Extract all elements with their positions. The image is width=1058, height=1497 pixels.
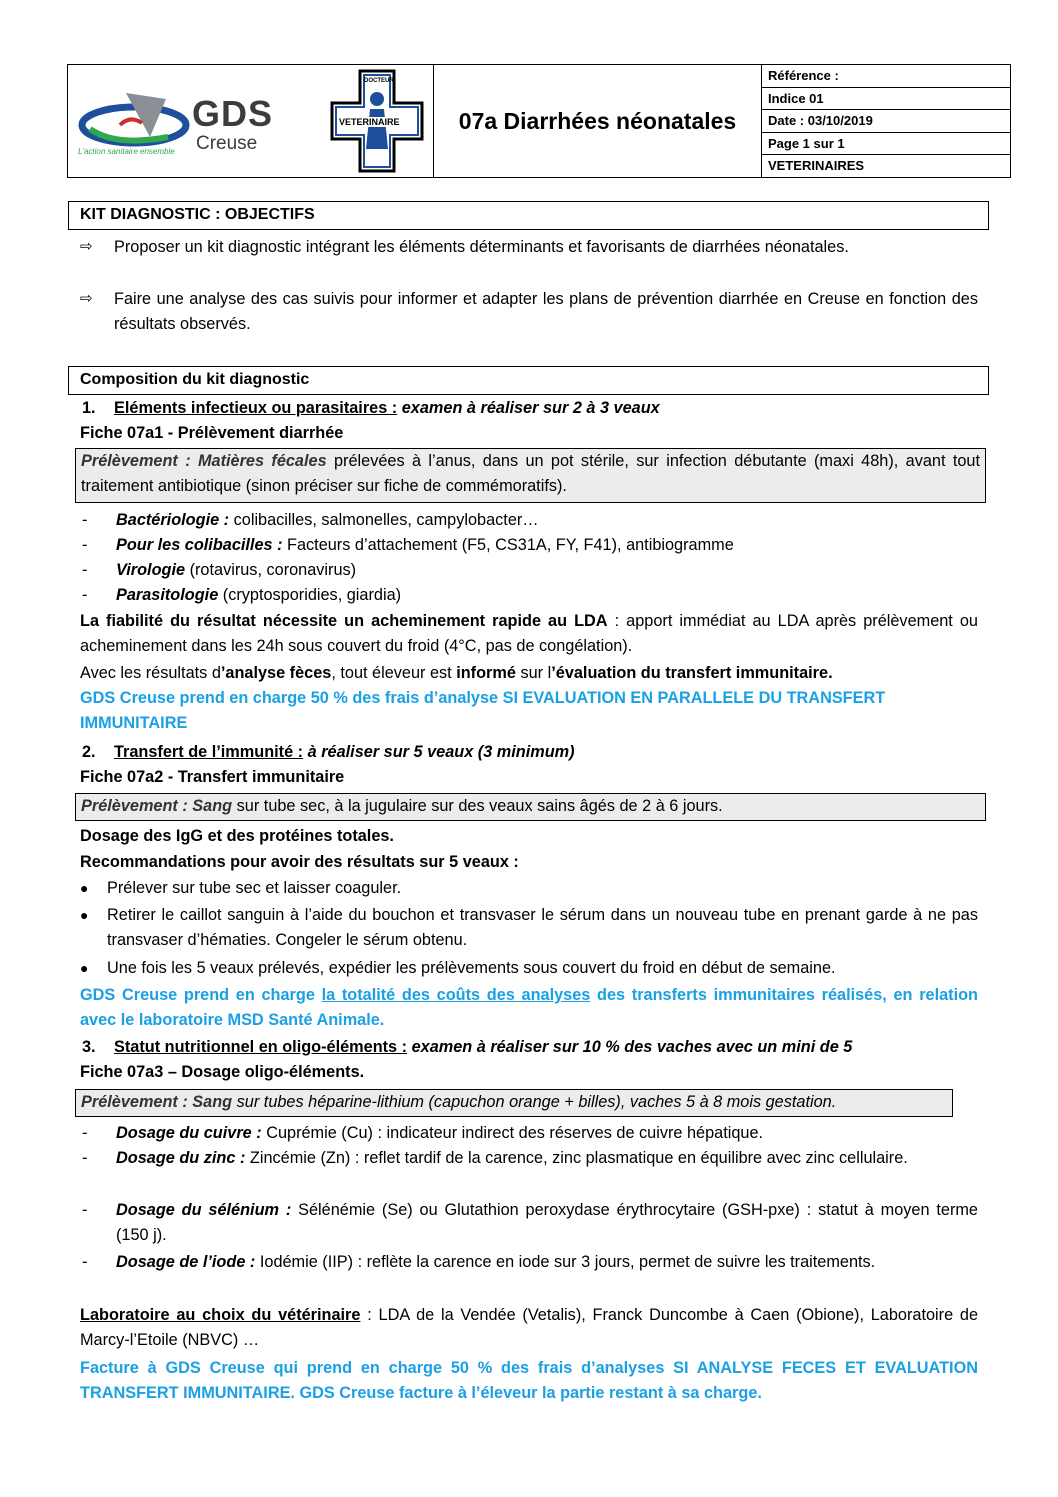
results-paragraph: Avec les résultats d’analyse fèces, tout éleveur est informé sur l’évaluation du transfert immunitaire. xyxy=(80,664,833,682)
logo-main: GDS xyxy=(192,93,274,134)
list-item: - Dosage du zinc : Zincémie (Zn) : reflet tardif de la carence, zinc plasmatique en équilibre avec zinc cellulaire. xyxy=(82,1149,908,1167)
objectif-item: ⇨ Faire une analyse des cas suivis pour informer et adapter les plans de prévention diarrhée en Creuse en fonction des résultats observés. xyxy=(80,287,978,336)
gds-note-1: GDS Creuse prend en charge 50 % des frais d’analyse SI EVALUATION EN PARALLELE DU TRANSFERT IMMUNITAIRE xyxy=(80,689,886,732)
list-item: ● Prélever sur tube sec et laisser coaguler. xyxy=(80,876,978,901)
badge-text: VETERINAIRE xyxy=(339,117,400,127)
logo-sub: Creuse xyxy=(196,133,258,154)
logo-tagline: L'action sanitaire ensemble xyxy=(78,147,175,156)
list-item: - Parasitologie (cryptosporidies, giardia) xyxy=(82,586,402,604)
list-item: - Dosage du cuivre : Cuprémie (Cu) : indicateur indirect des réserves de cuivre hépatique. xyxy=(82,1124,764,1142)
list-item: - Dosage de l’iode : Iodémie (IIP) : reflète la carence en iode sur 3 jours, permet de suivre les traitements. xyxy=(82,1253,876,1271)
list-item: - Virologie (rotavirus, coronavirus) xyxy=(82,561,357,579)
prelevement-box-3: Prélèvement : Sang sur tubes héparine-lithium (capuchon orange + billes), vaches 5 à 8 mois gestation. xyxy=(75,1089,953,1117)
final-note: Facture à GDS Creuse qui prend en charge 50 % des frais d’analyses SI ANALYSE FECES ET EVALUATION TRANSFERT IMMUNITAIRE. GDS Creuse facture à l’éleveur la partie restant à sa charge. xyxy=(80,1359,978,1402)
meta-reference: Référence : xyxy=(762,65,1010,88)
meta-date: Date : 03/10/2019 xyxy=(762,110,1010,133)
bullet-icon: ● xyxy=(80,880,89,896)
meta-cell xyxy=(762,65,1010,177)
badge-top: DOCTEUR xyxy=(364,78,394,84)
section-3-heading: 3. Statut nutritionnel en oligo-éléments : examen à réaliser sur 10 % des vaches avec un mini de 5 xyxy=(82,1038,853,1056)
objectif-item: ⇨ Proposer un kit diagnostic intégrant les éléments déterminants et favorisants de diarrhées néonatales. xyxy=(80,235,978,260)
arrow-right-icon: ⇨ xyxy=(80,238,93,255)
list-item: - Bactériologie : colibacilles, salmonelles, campylobacter… xyxy=(82,511,539,529)
veterinaire-cross-icon xyxy=(330,69,424,173)
list-item: - Dosage du sélénium : Sélénémie (Se) ou Glutathion peroxydase érythrocytaire (GSH-pxe) : statut à moyen terme (150 j). xyxy=(82,1201,978,1244)
prelevement-box-1: Prélèvement : Matières fécales prélevées à l’anus, dans un pot stérile, sur infection débutante (maxi 48h), avant tout traitement antibiotique (sinon préciser sur fiche de commémoratifs). xyxy=(75,448,986,503)
title-cell xyxy=(434,65,762,177)
dosage-igg: Dosage des IgG et des protéines totales. xyxy=(80,827,394,845)
list-item: ● Retirer le caillot sanguin à l’aide du bouchon et transvaser le sérum dans un nouveau tube en prenant garde à ne pas transvaser d’hématies. Congeler le sérum obtenu. xyxy=(80,903,978,952)
fiche-07a3: Fiche 07a3 – Dosage oligo-éléments. xyxy=(80,1063,365,1081)
gds-note-2: GDS Creuse prend en charge la totalité des coûts des analyses des transferts immunitaires réalisés, en relation avec le laboratoire MSD Santé Animale. xyxy=(80,986,978,1029)
logo-cell xyxy=(68,65,434,177)
fiche-07a2: Fiche 07a2 - Transfert immunitaire xyxy=(80,768,345,786)
meta-audience: VETERINAIRES xyxy=(768,158,865,174)
prelevement-box-2: Prélèvement : Sang sur tube sec, à la jugulaire sur des veaux sains âgés de 2 à 6 jours. xyxy=(75,793,986,821)
bullet-icon: ● xyxy=(80,960,89,976)
document-header xyxy=(67,64,1011,178)
bullet-icon: ● xyxy=(80,907,89,923)
reliability-paragraph: La fiabilité du résultat nécessite un acheminement rapide au LDA : apport immédiat au LDA après prélèvement ou acheminement dans les 24h sous couvert du froid (4°C, pas de congélation). xyxy=(80,612,978,655)
list-item: ● Une fois les 5 veaux prélevés, expédier les prélèvements sous couvert du froid en début de semaine. xyxy=(80,956,978,981)
laboratoire-paragraph: Laboratoire au choix du vétérinaire : LDA de la Vendée (Vetalis), Franck Duncombe à Caen (Obione), Laboratoire de Marcy-l’Etoile (NBVC) … xyxy=(80,1306,979,1349)
section-2-heading: 2. Transfert de l’immunité : à réaliser sur 5 veaux (3 minimum) xyxy=(82,743,575,761)
section-1-heading: 1. Eléments infectieux ou parasitaires : examen à réaliser sur 2 à 3 veaux xyxy=(82,399,660,417)
list-item: - Pour les colibacilles : Facteurs d’attachement (F5, CS31A, FY, F41), antibiogramme xyxy=(82,536,734,554)
fiche-07a1: Fiche 07a1 - Prélèvement diarrhée xyxy=(80,424,344,442)
meta-page: Page 1 sur 1 xyxy=(762,133,1010,156)
recommandations: Recommandations pour avoir des résultats sur 5 veaux : xyxy=(80,853,519,871)
objectifs-title: KIT DIAGNOSTIC : OBJECTIFS xyxy=(68,201,989,230)
page-title: 07a Diarrhées néonatales xyxy=(458,107,737,134)
composition-title: Composition du kit diagnostic xyxy=(68,366,989,395)
arrow-right-icon: ⇨ xyxy=(80,290,93,307)
meta-indice: Indice 01 xyxy=(762,88,1010,111)
